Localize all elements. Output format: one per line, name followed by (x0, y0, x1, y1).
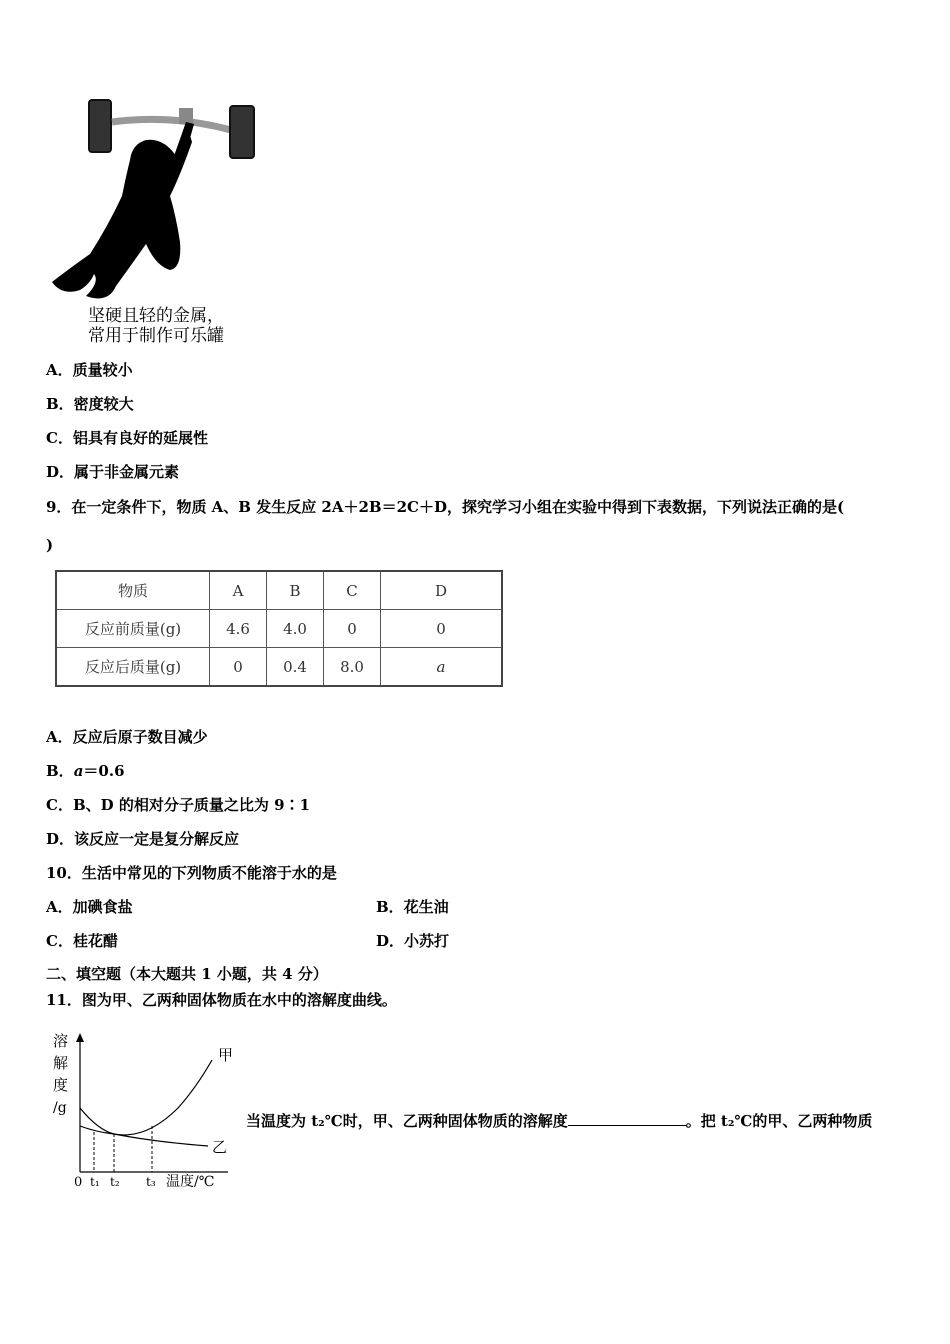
q10-option-d: D．小苏打 (376, 932, 450, 950)
answer-blank[interactable] (568, 1110, 686, 1126)
y-axis-label-char: 溶 (53, 1032, 69, 1050)
q11-text-before: 当温度为 t₂℃时，甲、乙两种固体物质的溶解度 (246, 1112, 568, 1130)
table-cell: 物质 (56, 571, 210, 610)
table-cell: 0 (210, 648, 267, 687)
q8-option-a: A．质量较小 (46, 361, 133, 379)
table-row (56, 648, 502, 687)
table-cell: D (381, 571, 503, 610)
y-axis-label-char: /g (53, 1100, 67, 1116)
table-cell: A (210, 571, 267, 610)
q9-data-table (55, 570, 503, 687)
q10-stem: 10．生活中常见的下列物质不能溶于水的是 (46, 864, 337, 882)
q11-text-after: 。把 t₂℃的甲、乙两种物质 (685, 1112, 873, 1130)
table-cell: 0 (324, 610, 381, 648)
table-cell: 0.4 (267, 648, 324, 687)
section-heading: 二、填空题（本大题共 1 小题，共 4 分） (46, 965, 328, 983)
table-cell: a (381, 648, 503, 687)
curve-yi (80, 1126, 208, 1146)
q11-text (246, 1110, 872, 1131)
table-cell: 4.0 (267, 610, 324, 648)
q9-option-b-suffix: ＝0.6 (83, 762, 125, 780)
q8-option-b: B．密度较大 (46, 395, 134, 413)
q10-option-c: C．桂花醋 (46, 932, 118, 950)
q8-option-d: D．属于非金属元素 (46, 463, 180, 481)
table-cell: 反应前质量(g) (56, 610, 210, 648)
q9-stem-line-2: ) (46, 536, 54, 554)
x-tick-label: t₁ (90, 1175, 100, 1189)
q11-stem: 11．图为甲、乙两种固体物质在水中的溶解度曲线。 (46, 991, 397, 1009)
table-header-row (56, 571, 502, 610)
solubility-curve-graph (46, 1030, 246, 1195)
table-row (56, 610, 502, 648)
x-tick-label: t₃ (146, 1175, 156, 1189)
curve-label-jia: 甲 (218, 1046, 234, 1064)
table-cell: B (267, 571, 324, 610)
table-cell: C (324, 571, 381, 610)
caption-line-1: 坚硬且轻的金属， (88, 306, 224, 326)
q9-option-c: C．B、D 的相对分子质量之比为 9∶1 (46, 796, 310, 814)
table-cell: 0 (381, 610, 503, 648)
weightlifter-illustration (46, 96, 266, 306)
x-origin-label: 0 (74, 1175, 83, 1190)
q9-option-b-variable: a (73, 762, 84, 780)
q9-option-b-prefix: B． (46, 762, 74, 780)
q9-stem-line-1: 9．在一定条件下，物质 A、B 发生反应 2A＋2B＝2C＋D，探究学习小组在实验中得到下表数据，下列说法正确的是( (46, 498, 845, 516)
q9-option-a: A．反应后原子数目减少 (46, 728, 208, 746)
y-axis-label-char: 度 (53, 1076, 69, 1094)
y-axis-label-char: 解 (53, 1054, 69, 1072)
q9-option-b (46, 761, 125, 781)
table-cell: 8.0 (324, 648, 381, 687)
table-cell: 4.6 (210, 610, 267, 648)
caption-line-2: 常用于制作可乐罐 (88, 326, 224, 346)
curve-label-yi: 乙 (212, 1138, 228, 1156)
q10-option-b: B．花生油 (376, 898, 449, 916)
q8-option-c: C．铝具有良好的延展性 (46, 429, 208, 447)
q9-option-d: D．该反应一定是复分解反应 (46, 830, 240, 848)
x-tick-label: t₂ (110, 1175, 120, 1189)
figure-caption (88, 306, 224, 346)
q10-option-a: A．加碘食盐 (46, 898, 133, 916)
x-axis-label: 温度/℃ (166, 1174, 215, 1190)
curve-jia (80, 1060, 212, 1135)
table-cell: 反应后质量(g) (56, 648, 210, 687)
